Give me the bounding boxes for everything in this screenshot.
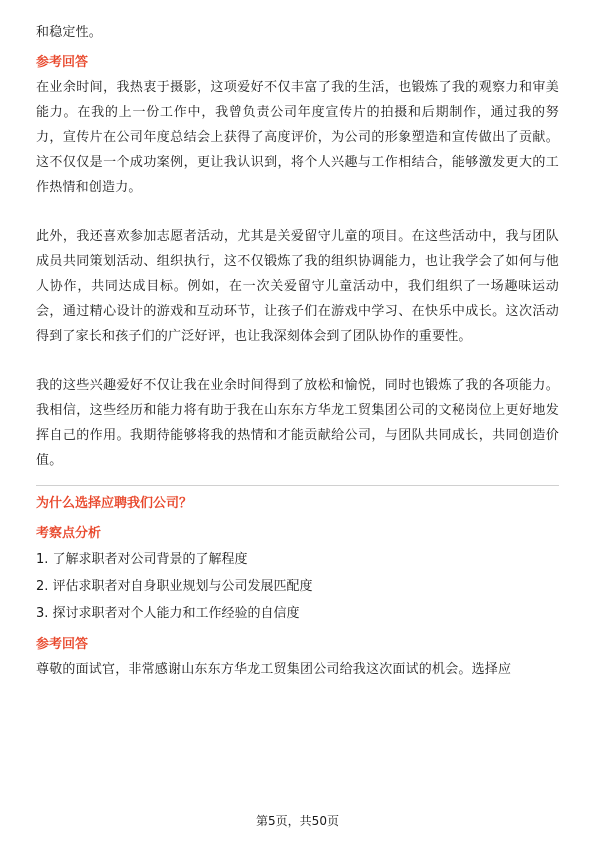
analysis-heading: 考察点分析 <box>36 526 102 541</box>
question-heading: 为什么选择应聘我们公司？ <box>36 496 193 511</box>
answer-paragraph-3: 我的这些兴趣爱好不仅让我在业余时间得到了放松和愉悦，同时也锻炼了我的各项能力。我相信，这些经历和能力将有助于我在山东东方华龙工贸集团公司的文秘岗位上更好地发挥自己的作用。我期待能够将我的热情和才能贡献给公司，与团队共同成长，共同创造价值。 <box>36 378 559 468</box>
section-divider <box>36 485 559 486</box>
answer-heading-2: 参考回答 <box>36 637 89 652</box>
answer-start: 尊敬的面试官，非常感谢山东东方华龙工贸集团公司给我这次面试的机会。选择应 <box>36 662 512 677</box>
answer-paragraph-2: 此外，我还喜欢参加志愿者活动，尤其是关爱留守儿童的项目。在这些活动中，我与团队成员共同策划活动、组织执行，这不仅锻炼了我的组织协调能力，也让我学会了如何与他人协作，共同达成目标。例如，在一次关爱留守儿童活动中，我们组织了一场趣味运动会，通过精心设计的游戏和互动环节，让孩子们在游戏中学习、在快乐中成长。这次活动得到了家长和孩子们的广泛好评，也让我深刻体会到了团队协作的重要性。 <box>36 229 559 344</box>
answer-paragraph-1: 在业余时间，我热衷于摄影，这项爱好不仅丰富了我的生活，也锻炼了我的观察力和审美能力。在我的上一份工作中，我曾负责公司年度宣传片的拍摄和后期制作，通过我的努力，宣传片在公司年度总结会上获得了高度评价，为公司的形象塑造和宣传做出了贡献。这不仅仅是一个成功案例，更让我认识到，将个人兴趣与工作相结合，能够激发更大的工作热情和创造力。 <box>36 80 559 195</box>
analysis-point-1: 1. 了解求职者对公司背景的了解程度 <box>36 552 248 567</box>
analysis-point-3: 3. 探讨求职者对个人能力和工作经验的自信度 <box>36 606 300 621</box>
answer-heading: 参考回答 <box>36 55 89 70</box>
page-footer: 第5页，共50页 <box>256 814 339 828</box>
page-content <box>36 20 559 682</box>
previous-answer-tail: 和稳定性。 <box>36 25 103 40</box>
analysis-point-2: 2. 评估求职者对自身职业规划与公司发展匹配度 <box>36 579 313 594</box>
